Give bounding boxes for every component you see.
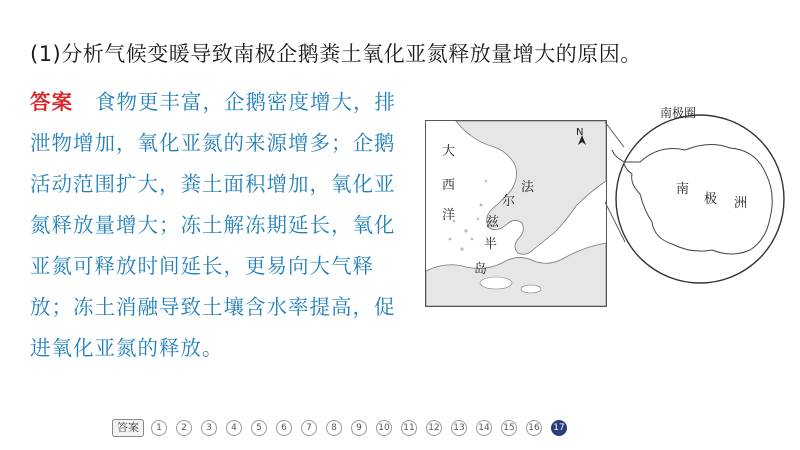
answer-label: 答案 (30, 90, 73, 114)
page-button-9[interactable]: 9 (351, 420, 367, 436)
globe-label-zhou: 洲 (734, 196, 748, 211)
page-button-17-current[interactable]: 17 (551, 420, 567, 436)
map-label-dao: 岛 (474, 262, 488, 277)
question-text: (1)分析气候变暖导致南极企鹅粪土氧化亚氮释放量增大的原因。 (30, 42, 642, 66)
pager-answer-button[interactable]: 答案 (112, 419, 144, 437)
globe-label-ji: 极 (704, 192, 718, 207)
page-button-6[interactable]: 6 (276, 420, 292, 436)
answer-block (30, 82, 415, 369)
peninsula-map (425, 120, 607, 307)
page-button-1[interactable]: 1 (151, 420, 167, 436)
globe-label-nan: 南 (676, 182, 690, 197)
map-label-fa: 法 (521, 180, 535, 195)
page-button-10[interactable]: 10 (376, 420, 392, 436)
map-label-yang: 洋 (442, 208, 456, 223)
page-button-16[interactable]: 16 (526, 420, 542, 436)
page-button-11[interactable]: 11 (401, 420, 417, 436)
map-label-da: 大 (442, 144, 456, 159)
map-label-zi: 兹 (486, 215, 500, 230)
page-button-12[interactable]: 12 (426, 420, 442, 436)
map-label-xi: 西 (442, 178, 456, 193)
page-button-2[interactable]: 2 (176, 420, 192, 436)
antarctic-globe (600, 92, 800, 307)
antarctic-circle-label: 南极圈 (660, 106, 697, 120)
page-button-14[interactable]: 14 (476, 420, 492, 436)
page-button-7[interactable]: 7 (301, 420, 317, 436)
map-label-ban: 半 (484, 237, 498, 252)
answer-text: 食物更丰富，企鹅密度增大，排泄物增加，氧化亚氮的来源增多；企鹅活动范围扩大，粪土面积增加，氧化亚氮释放量增大；冻土解冻期延长，氧化亚氮可释放时间延长，更易向大气释放；冻土消融导致土壤含水率提高，促进氧化亚氮的释放。 (30, 90, 396, 360)
page-button-13[interactable]: 13 (451, 420, 467, 436)
antarctic-globe-drawing (600, 92, 800, 307)
map-label-er: 尔 (502, 194, 516, 209)
north-label: N (576, 127, 584, 138)
page-button-4[interactable]: 4 (226, 420, 242, 436)
page-button-5[interactable]: 5 (251, 420, 267, 436)
question-pager (112, 418, 572, 438)
page-button-8[interactable]: 8 (326, 420, 342, 436)
page-button-15[interactable]: 15 (501, 420, 517, 436)
page-button-3[interactable]: 3 (201, 420, 217, 436)
